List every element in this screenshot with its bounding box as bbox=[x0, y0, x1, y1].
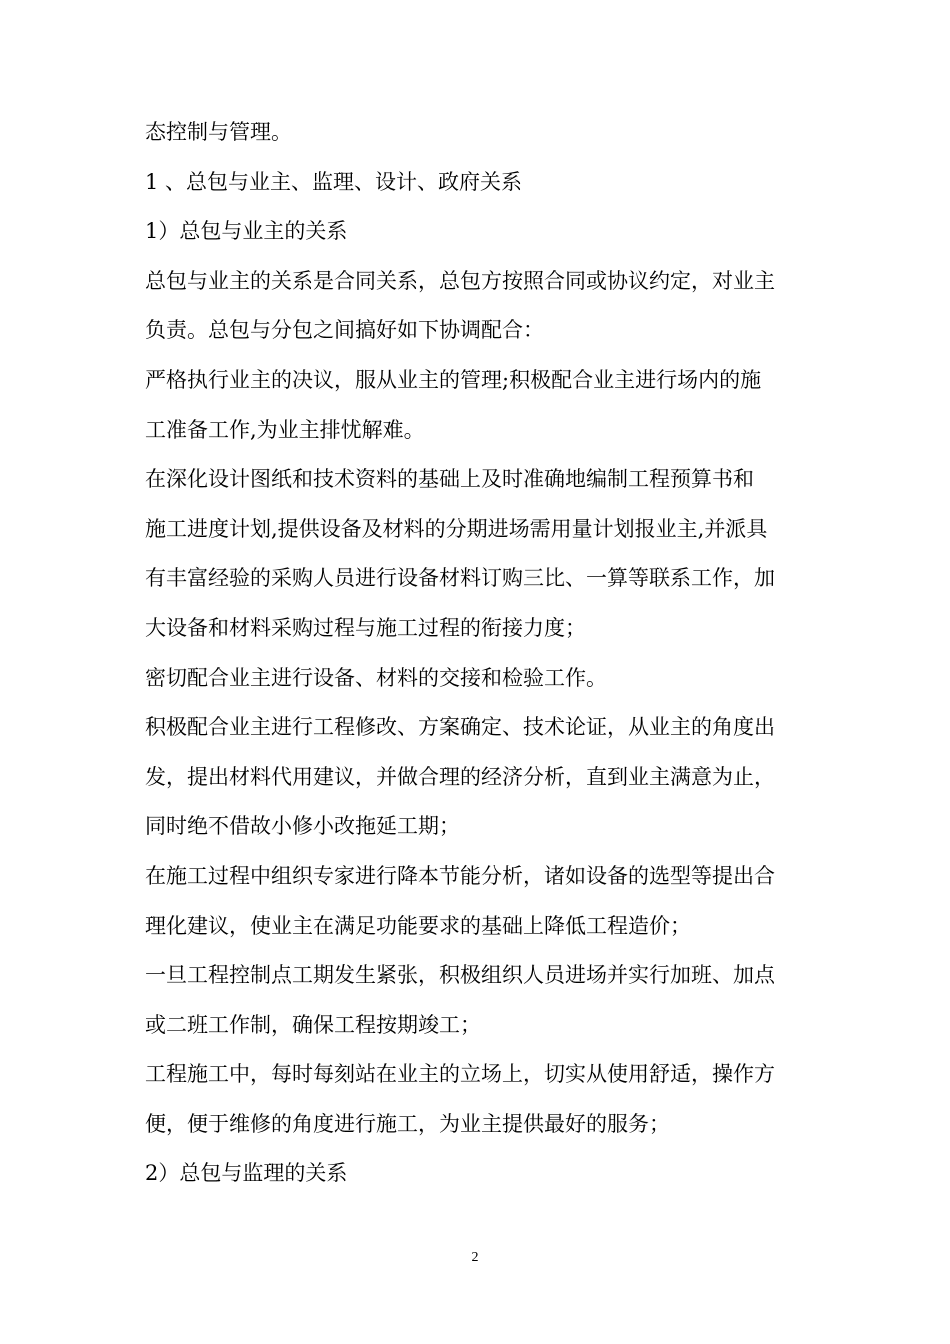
text-line: 施工进度计划,提供设备及材料的分期进场需用量计划报业主,并派具 bbox=[145, 516, 768, 541]
body-text bbox=[145, 112, 810, 1203]
subsection-heading: 1）总包与业主的关系 bbox=[145, 219, 348, 244]
text-line: 发，提出材料代用建议，并做合理的经济分析，直到业主满意为止， bbox=[145, 764, 775, 789]
text-line: 总包与业主的关系是合同关系，总包方按照合同或协议约定，对业主 bbox=[145, 268, 775, 293]
text-line: 理化建议，使业主在满足功能要求的基础上降低工程造价； bbox=[145, 913, 691, 938]
text-line: 在深化设计图纸和技术资料的基础上及时准确地编制工程预算书和 bbox=[145, 467, 754, 492]
text-line: 密切配合业主进行设备、材料的交接和检验工作。 bbox=[145, 665, 607, 690]
text-line: 便，便于维修的角度进行施工，为业主提供最好的服务； bbox=[145, 1111, 670, 1136]
text-line: 在施工过程中组织专家进行降本节能分析，诸如设备的选型等提出合 bbox=[145, 863, 775, 888]
text-line: 严格执行业主的决议，服从业主的管理;积极配合业主进行场内的施 bbox=[145, 367, 762, 392]
text-line: 态控制与管理。 bbox=[145, 120, 292, 144]
section-heading: 1 、总包与业主、监理、设计、政府关系 bbox=[145, 169, 523, 194]
text-line: 大设备和材料采购过程与施工过程的衔接力度； bbox=[145, 615, 586, 640]
text-line: 工程施工中，每时每刻站在业主的立场上，切实从使用舒适，操作方 bbox=[145, 1062, 775, 1087]
text-line: 有丰富经验的采购人员进行设备材料订购三比、一算等联系工作，加 bbox=[145, 566, 775, 591]
text-line: 负责。总包与分包之间搞好如下协调配合： bbox=[145, 318, 544, 343]
text-line: 工准备工作,为业主排忧解难。 bbox=[145, 417, 425, 442]
text-line: 积极配合业主进行工程修改、方案确定、技术论证，从业主的角度出 bbox=[145, 715, 775, 740]
subsection-heading: 2）总包与监理的关系 bbox=[145, 1161, 348, 1186]
text-line: 同时绝不借故小修小改拖延工期； bbox=[145, 814, 460, 839]
page-number: 2 bbox=[471, 1250, 479, 1265]
text-line: 一旦工程控制点工期发生紧张，积极组织人员进场并实行加班、加点 bbox=[145, 963, 775, 988]
text-line: 或二班工作制，确保工程按期竣工； bbox=[145, 1012, 481, 1037]
